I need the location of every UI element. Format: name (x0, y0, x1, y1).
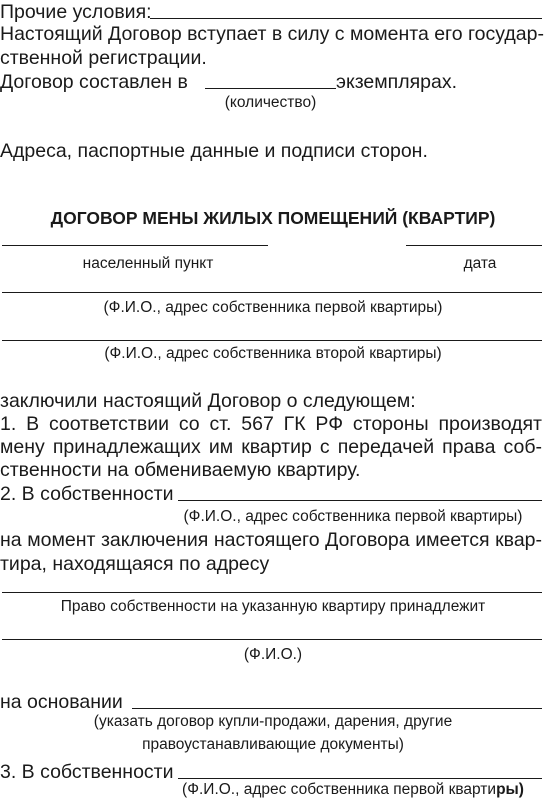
address-blank (2, 592, 542, 593)
p2-line-2: на момент заключения настоящего Договора имеется квар- (0, 529, 542, 551)
p2-owner-blank (178, 500, 542, 501)
basis-line (0, 690, 123, 714)
addresses-line: Адреса, паспортные данные и подписи сторон. (0, 140, 428, 162)
p3-owner-blank (178, 778, 542, 779)
contract-title: ДОГОВОР МЕНЫ ЖИЛЫХ ПОМЕЩЕНИЙ (КВАРТИР) (50, 208, 496, 228)
owner2-blank (2, 340, 542, 341)
place-caption: населенный пункт (82, 255, 214, 272)
effect-line-2: ственной регистрации. (0, 47, 207, 69)
p2-prefix: 2. В собственности (0, 483, 174, 505)
p3-caption-regular: (Ф.И.О., адрес собственника первой кварти (182, 781, 497, 798)
date-caption: дата (463, 255, 497, 272)
basis-caption-1: (указать договор купли-продажи, дарения, другие (93, 713, 453, 730)
fio-caption: (Ф.И.О.) (243, 646, 303, 663)
copies-caption: (количество) (224, 94, 317, 111)
p2-line-3: тира, находящаяся по адресу (0, 553, 270, 575)
p1-line-1: 1. В соответствии со ст. 567 ГК РФ стороны производят (0, 413, 542, 435)
basis-blank (132, 708, 542, 709)
basis-prefix: на основании (0, 691, 123, 713)
p3-caption-bold: ры) (496, 781, 524, 798)
owner2-caption: (Ф.И.О., адрес собственника второй квартиры) (104, 345, 442, 362)
fio-blank (2, 639, 542, 640)
other-terms-label: Прочие условия: (0, 1, 152, 23)
p3-line-1 (0, 760, 174, 784)
p2-line-1 (0, 482, 174, 506)
intro-line: заключили настоящий Договор о следующем: (0, 390, 416, 412)
copies-suffix: экземплярах. (336, 71, 458, 93)
other-terms-blank (150, 18, 542, 19)
date-blank (406, 245, 542, 246)
owner1-blank (2, 292, 542, 293)
p3-prefix: 3. В собственности (0, 761, 174, 783)
place-blank (2, 245, 268, 246)
other-terms-line (0, 0, 152, 24)
p2-caption: (Ф.И.О., адрес собственника первой квартиры) (183, 508, 523, 525)
ownership-caption: Право собственности на указанную квартиру принадлежит (60, 598, 486, 615)
copies-line (0, 70, 188, 94)
basis-caption-2: правоустанавливающие документы) (142, 736, 404, 753)
effect-line-1: Настоящий Договор вступает в силу с момента его государ- (0, 23, 544, 45)
p1-line-3: ственности на обмениваемую квартиру. (0, 459, 361, 481)
copies-prefix: Договор составлен в (0, 71, 188, 93)
owner1-caption: (Ф.И.О., адрес собственника первой квартиры) (103, 299, 443, 316)
p3-caption (158, 780, 546, 800)
copies-blank (205, 88, 336, 89)
p1-line-2: мену принадлежащих им квартир с передачей права соб- (0, 436, 542, 458)
